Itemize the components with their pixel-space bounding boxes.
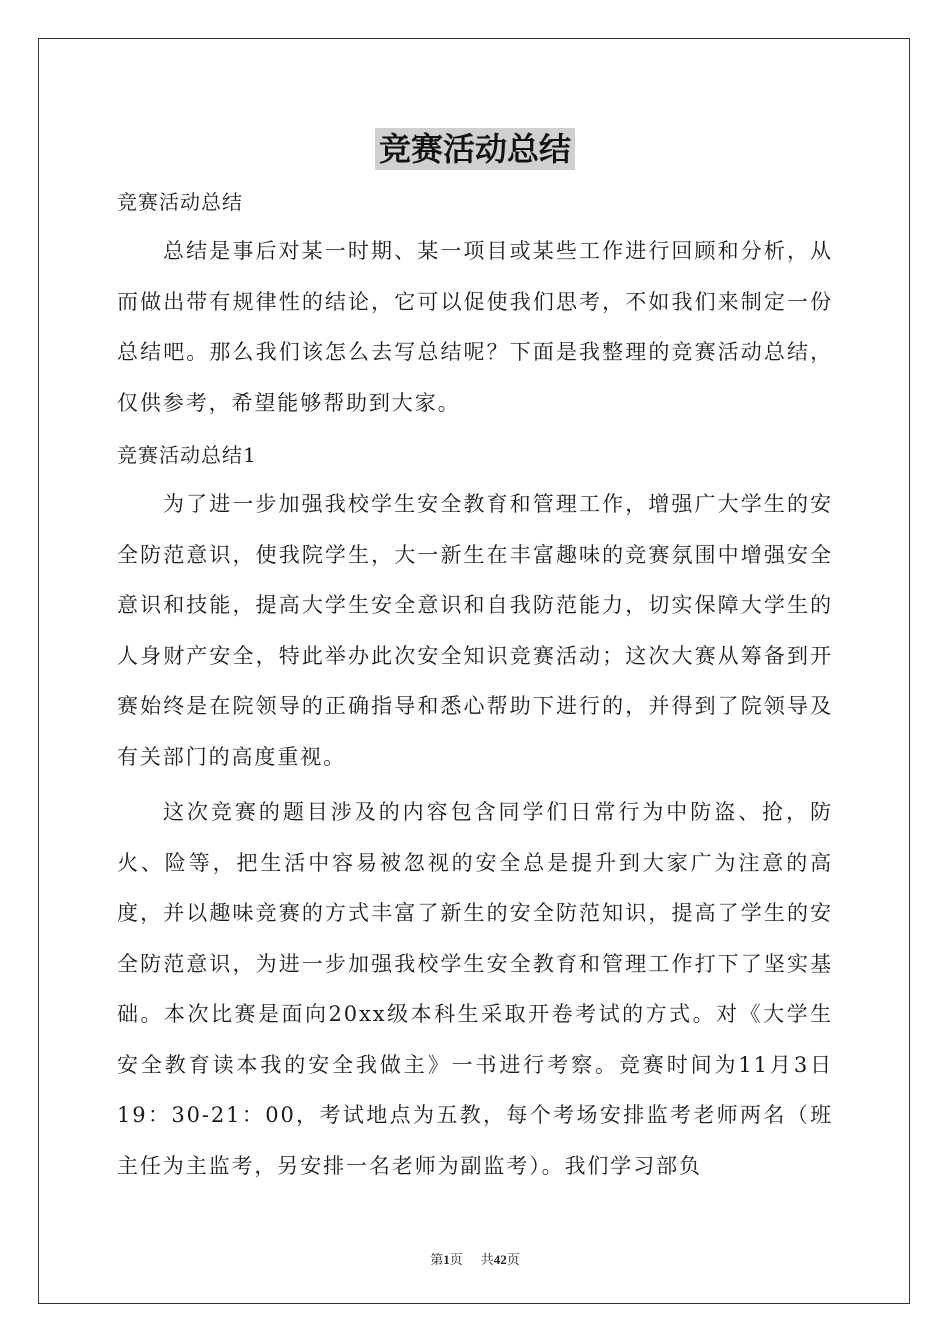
body-paragraph: 这次竞赛的题目涉及的内容包含同学们日常行为中防盗、抢，防火、险等，把生活中容易被忽视的安全总是提升到大家广为注意的高度，并以趣味竞赛的方式丰富了新生的安全防范知识，提高了学生的安全防范意识，为进一步加强我校学生安全教育和管理工作打下了坚实基础。本次比赛是面向20xx级本科生采取开卷考试的方式。对《大学生安全教育读本我的安全我做主》一书进行考察。竞赛时间为11月3日19：30-21：00，考试地点为五教，每个考场安排监考老师两名（班主任为主监考，另安排一名老师为副监考）。我们学习部负 [117, 800, 833, 1178]
page-prefix: 第 [430, 1253, 444, 1268]
total-suffix: 页 [506, 1253, 520, 1268]
page-number: 1 [443, 1252, 450, 1267]
document-title: 竞赛活动总结 [375, 128, 575, 170]
page-suffix: 页 [449, 1253, 463, 1268]
section-heading: 竞赛活动总结1 [117, 443, 257, 467]
page-footer [0, 1249, 950, 1268]
body-paragraph: 为了进一步加强我校学生安全教育和管理工作，增强广大学生的安全防范意识，使我院学生，大一新生在丰富趣味的竞赛氛围中增强安全意识和技能，提高大学生安全意识和自我防范能力，切实保障大学生的人身财产安全，特此举办此次安全知识竞赛活动；这次大赛从筹备到开赛始终是在院领导的正确指导和悉心帮助下进行的，并得到了院领导及有关部门的高度重视。 [117, 492, 833, 769]
document-subtitle: 竞赛活动总结 [117, 190, 243, 214]
page-total: 42 [493, 1252, 507, 1267]
title-container [0, 128, 950, 170]
total-prefix: 共 [480, 1253, 494, 1268]
intro-paragraph: 总结是事后对某一时期、某一项目或某些工作进行回顾和分析，从而做出带有规律性的结论，它可以促使我们思考，不如我们来制定一份总结吧。那么我们该怎么去写总结呢？下面是我整理的竞赛活动总结，仅供参考，希望能够帮助到大家。 [117, 239, 833, 415]
document-body [117, 178, 833, 1191]
